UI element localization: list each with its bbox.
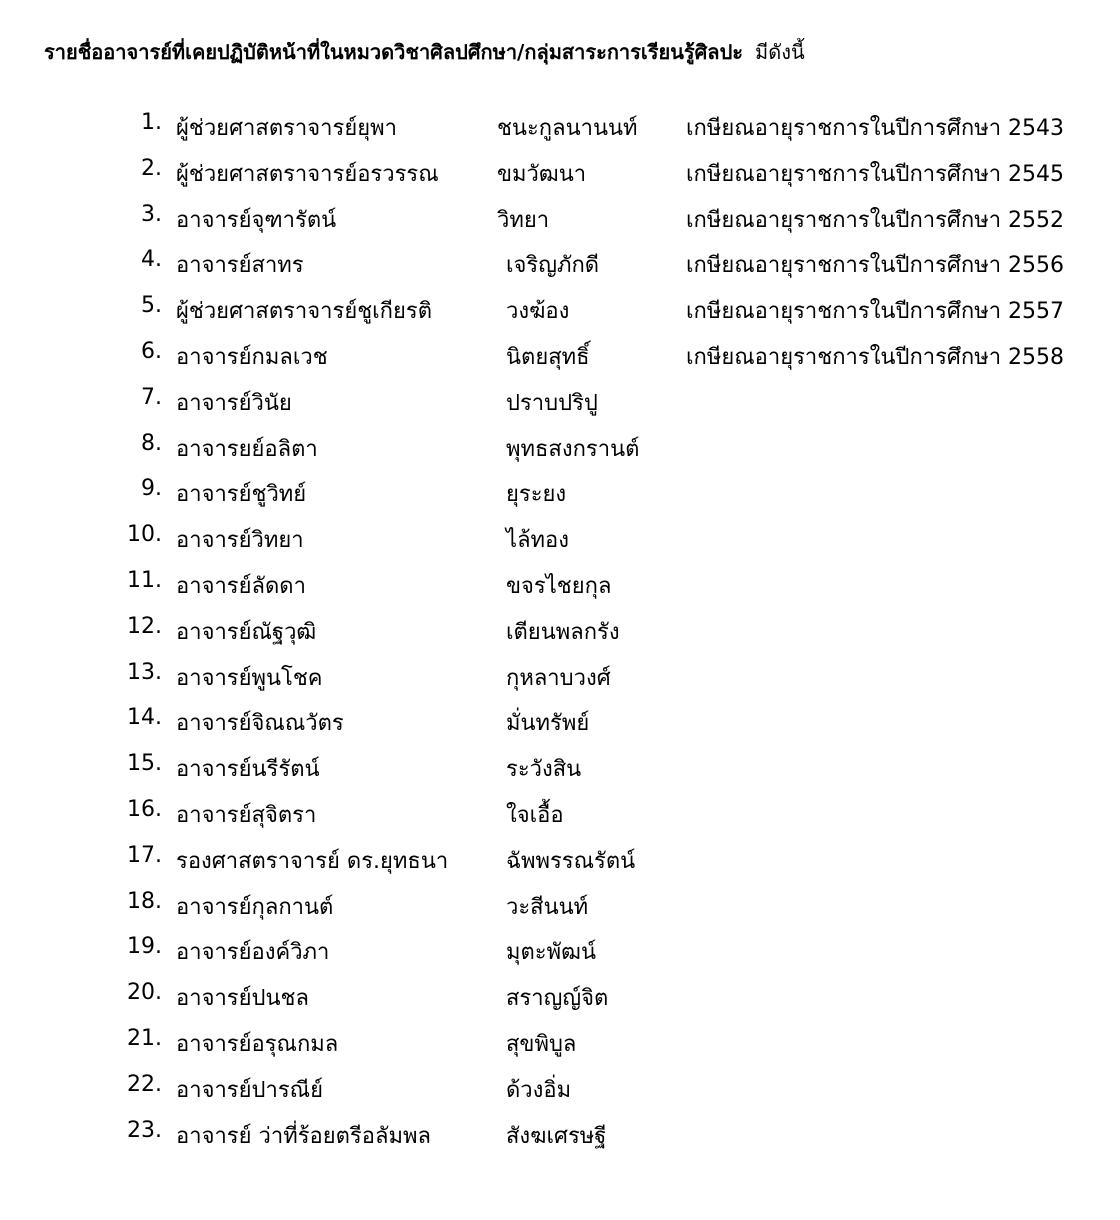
teacher-surname: สังฆเศรษฐี xyxy=(506,1123,607,1149)
item-number: 21. xyxy=(127,1025,162,1051)
teacher-surname: นิตยสุทธิ์ xyxy=(506,344,590,370)
page-heading xyxy=(44,36,805,68)
item-number: 13. xyxy=(127,659,162,685)
list-item xyxy=(0,743,1120,789)
teacher-surname: ขจรไชยกุล xyxy=(506,573,612,599)
retirement-note: เกษียณอายุราชการในปีการศึกษา 2543 xyxy=(686,116,1065,141)
teacher-name: อาจารย์สุจิตรา xyxy=(176,802,317,828)
teacher-name: อาจารย์ปารณีย์ xyxy=(176,1077,323,1103)
heading-suffix: มีดังนี้ xyxy=(755,40,805,64)
teacher-name: รองศาสตราจารย์ ดร.ยุทธนา xyxy=(176,848,449,874)
teacher-surname: ปราบปริปู xyxy=(506,390,598,416)
teacher-name: อาจารย์ปนชล xyxy=(176,986,309,1012)
teacher-name: ผู้ช่วยศาสตราจารย์อรวรรณ xyxy=(176,161,439,187)
list-item xyxy=(0,881,1120,927)
teacher-name: อาจารย์กมลเวช xyxy=(176,344,328,370)
teacher-surname: วิทยา xyxy=(497,207,550,233)
teacher-surname: กุหลาบวงศ์ xyxy=(506,665,611,691)
teacher-surname: วะสีนนท์ xyxy=(506,894,589,920)
item-number: 3. xyxy=(141,201,162,227)
teacher-name: อาจารย์ณัฐวุฒิ xyxy=(176,619,317,645)
list-item xyxy=(0,102,1120,148)
list-item xyxy=(0,1018,1120,1064)
teacher-surname: สราญญ์จิต xyxy=(506,986,609,1012)
retirement-note: เกษียณอายุราชการในปีการศึกษา 2552 xyxy=(686,207,1065,233)
item-number: 20. xyxy=(127,980,162,1006)
teacher-surname: ชนะกูลนานนท์ xyxy=(497,116,638,141)
teacher-name: อาจารย์สาทร xyxy=(176,253,304,279)
teacher-name: อาจารย์พูนโชค xyxy=(176,665,323,691)
teacher-name: อาจารย์องค์วิภา xyxy=(176,940,330,966)
teacher-surname: มุตะพัฒน์ xyxy=(506,940,597,966)
retirement-note: เกษียณอายุราชการในปีการศึกษา 2556 xyxy=(686,253,1065,279)
list-item xyxy=(0,652,1120,698)
teacher-surname: มั่นทรัพย์ xyxy=(506,711,590,737)
list-item xyxy=(0,331,1120,377)
teacher-name: อาจารยย์อลิตา xyxy=(176,436,318,462)
item-number: 22. xyxy=(127,1071,162,1097)
teacher-surname: เตียนพลกรัง xyxy=(506,619,620,645)
list-item xyxy=(0,1110,1120,1156)
teacher-name: ผู้ช่วยศาสตราจารย์ยุพา xyxy=(176,116,397,141)
list-item xyxy=(0,1064,1120,1110)
teacher-name: ผู้ช่วยศาสตราจารย์ชูเกียรติ xyxy=(176,299,432,325)
list-item xyxy=(0,285,1120,331)
teacher-surname: เจริญภักดี xyxy=(506,253,600,279)
item-number: 11. xyxy=(127,567,162,593)
item-number: 2. xyxy=(141,155,162,181)
teacher-name: อาจารย์ลัดดา xyxy=(176,573,306,599)
item-number: 4. xyxy=(141,247,162,273)
teacher-name: อาจารย์อรุณกมล xyxy=(176,1031,339,1057)
teacher-name: อาจารย์นรีรัตน์ xyxy=(176,757,320,783)
item-number: 17. xyxy=(127,842,162,868)
list-item xyxy=(0,468,1120,514)
item-number: 6. xyxy=(141,338,162,364)
list-item xyxy=(0,972,1120,1018)
teacher-surname: ใจเอื้อ xyxy=(506,802,564,828)
retirement-note: เกษียณอายุราชการในปีการศึกษา 2557 xyxy=(686,299,1065,325)
teacher-surname: สุขพิบูล xyxy=(506,1031,577,1057)
list-item xyxy=(0,835,1120,881)
item-number: 14. xyxy=(127,705,162,731)
item-number: 23. xyxy=(127,1117,162,1143)
teacher-surname: ยุระยง xyxy=(506,482,567,508)
teacher-surname: ขมวัฒนา xyxy=(497,161,587,187)
item-number: 10. xyxy=(127,522,162,548)
teacher-surname: ฉัพพรรณรัตน์ xyxy=(506,848,636,874)
teacher-surname: วงฆ้อง xyxy=(506,299,570,325)
list-item xyxy=(0,789,1120,835)
list-item xyxy=(0,239,1120,285)
list-item xyxy=(0,926,1120,972)
item-number: 5. xyxy=(141,293,162,319)
item-number: 9. xyxy=(141,476,162,502)
item-number: 18. xyxy=(127,888,162,914)
item-number: 15. xyxy=(127,751,162,777)
teacher-name: อาจารย์ชูวิทย์ xyxy=(176,482,307,508)
list-item xyxy=(0,148,1120,194)
teacher-surname: ระวังสิน xyxy=(506,757,582,783)
teacher-surname: ไล้ทอง xyxy=(506,528,570,554)
teacher-name: อาจารย์ ว่าที่ร้อยตรีอลัมพล xyxy=(176,1123,431,1149)
list-item xyxy=(0,697,1120,743)
teacher-list xyxy=(0,102,1120,1155)
list-item xyxy=(0,606,1120,652)
list-item xyxy=(0,514,1120,560)
teacher-name: อาจารย์วิทยา xyxy=(176,528,304,554)
item-number: 8. xyxy=(141,430,162,456)
list-item xyxy=(0,377,1120,423)
heading-title: รายชื่ออาจารย์ที่เคยปฏิบัติหน้าที่ในหมวดวิชาศิลปศึกษา/กลุ่มสาระการเรียนรู้ศิลปะ xyxy=(44,40,744,64)
list-item xyxy=(0,560,1120,606)
teacher-name: อาจารย์จิณณวัตร xyxy=(176,711,344,737)
teacher-surname: พุทธสงกรานต์ xyxy=(506,436,640,462)
list-item xyxy=(0,194,1120,240)
teacher-surname: ด้วงอิ่ม xyxy=(506,1077,572,1103)
list-item xyxy=(0,423,1120,469)
item-number: 12. xyxy=(127,613,162,639)
item-number: 16. xyxy=(127,796,162,822)
item-number: 7. xyxy=(141,384,162,410)
teacher-name: อาจารย์จุฑารัตน์ xyxy=(176,207,337,233)
item-number: 1. xyxy=(141,110,162,135)
teacher-name: อาจารย์กุลกานต์ xyxy=(176,894,334,920)
item-number: 19. xyxy=(127,934,162,960)
teacher-name: อาจารย์วินัย xyxy=(176,390,292,416)
retirement-note: เกษียณอายุราชการในปีการศึกษา 2545 xyxy=(686,161,1065,187)
retirement-note: เกษียณอายุราชการในปีการศึกษา 2558 xyxy=(686,344,1065,370)
